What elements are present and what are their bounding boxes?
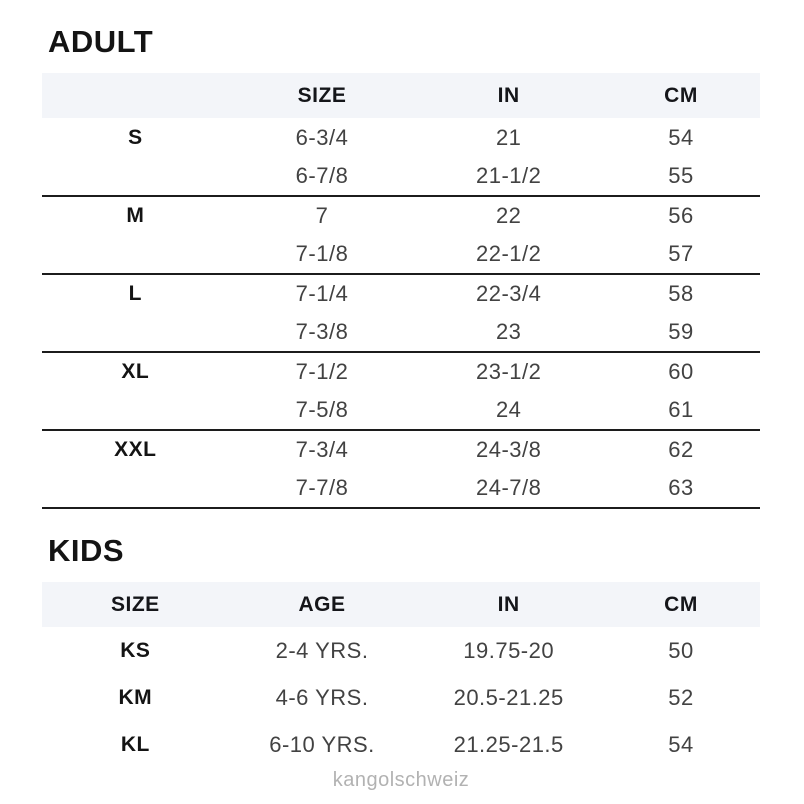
value-cell: 6-7/8 [295, 163, 349, 188]
value-cell: 7 [315, 203, 329, 228]
value-cell: 62 [668, 437, 694, 462]
value-cell: 22 [495, 203, 522, 228]
value-cell: 6-10 YRS. [269, 731, 375, 757]
size-label-cell: L [128, 282, 142, 305]
value-cell: 56 [668, 203, 694, 228]
column-header-empty [42, 73, 229, 118]
value-cell: 23-1/2 [475, 359, 542, 384]
value-cell: 22-3/4 [475, 281, 542, 306]
value-cell: 19.75-20 [463, 637, 555, 663]
value-cell: 24 [495, 397, 522, 422]
value-cell: 50 [668, 637, 694, 663]
kids-table-body [42, 627, 760, 768]
size-label-cell: KL [120, 732, 150, 756]
size-label-cell: S [128, 125, 143, 149]
value-cell: 55 [668, 163, 694, 188]
size-group-l [42, 274, 760, 352]
value-cell: 7-1/4 [295, 281, 349, 306]
column-header-cm: CM [602, 582, 760, 627]
value-cell: 59 [668, 319, 694, 344]
size-label-cell [42, 391, 229, 430]
adult-size-table [42, 73, 760, 509]
kids-section-title: KIDS [48, 533, 125, 568]
size-group-s [42, 118, 760, 196]
table-row [42, 274, 760, 313]
value-cell: 61 [668, 397, 694, 422]
size-group-m [42, 196, 760, 274]
column-header-cm: CM [602, 73, 760, 118]
value-cell: 63 [668, 475, 694, 500]
value-cell: 20.5-21.25 [453, 684, 564, 710]
kids-table-header [42, 582, 760, 627]
size-group-xl [42, 352, 760, 430]
table-row [42, 313, 760, 352]
header-row [42, 582, 760, 627]
table-row [42, 674, 760, 721]
value-cell: 7-7/8 [295, 475, 349, 500]
value-cell: 60 [668, 359, 694, 384]
size-label-cell: M [126, 204, 145, 227]
table-row [42, 352, 760, 391]
kids-size-table [42, 582, 760, 768]
watermark: kangolschweiz [332, 769, 470, 791]
value-cell: 21.25-21.5 [453, 731, 564, 757]
value-cell: 7-5/8 [295, 397, 349, 422]
value-cell: 54 [668, 124, 694, 150]
table-row [42, 235, 760, 274]
value-cell: 21-1/2 [475, 163, 542, 188]
size-group-xxl [42, 430, 760, 508]
table-row [42, 157, 760, 196]
size-label-cell [42, 235, 229, 274]
size-label-cell: KS [120, 638, 151, 662]
value-cell: 7-1/2 [295, 359, 349, 384]
table-row [42, 721, 760, 768]
column-header-size: SIZE [42, 582, 229, 627]
value-cell: 21 [495, 124, 522, 150]
table-row [42, 627, 760, 674]
table-row [42, 196, 760, 235]
column-header-in: IN [415, 582, 602, 627]
value-cell: 58 [668, 281, 694, 306]
value-cell: 23 [495, 319, 522, 344]
value-cell: 7-1/8 [295, 241, 349, 266]
value-cell: 4-6 YRS. [275, 684, 369, 710]
column-header-size: SIZE [229, 73, 416, 118]
size-label-cell [42, 469, 229, 508]
size-label-cell: XXL [114, 438, 157, 461]
column-header-in: IN [415, 73, 602, 118]
value-cell: 6-3/4 [295, 124, 349, 150]
adult-table-header [42, 73, 760, 118]
value-cell: 7-3/4 [295, 437, 349, 462]
table-row [42, 469, 760, 508]
adult-section-title: ADULT [48, 24, 154, 59]
size-label-cell [42, 157, 229, 196]
table-row [42, 430, 760, 469]
table-row [42, 118, 760, 157]
value-cell: 57 [668, 241, 694, 266]
table-row [42, 391, 760, 430]
value-cell: 54 [668, 731, 694, 757]
value-cell: 24-7/8 [475, 475, 542, 500]
size-label-cell [42, 313, 229, 352]
size-label-cell: KM [118, 685, 153, 709]
value-cell: 52 [668, 684, 694, 710]
column-header-age: AGE [229, 582, 416, 627]
header-row [42, 73, 760, 118]
size-label-cell: XL [121, 360, 150, 383]
value-cell: 22-1/2 [475, 241, 542, 266]
value-cell: 24-3/8 [475, 437, 542, 462]
value-cell: 2-4 YRS. [275, 637, 369, 663]
value-cell: 7-3/8 [295, 319, 349, 344]
